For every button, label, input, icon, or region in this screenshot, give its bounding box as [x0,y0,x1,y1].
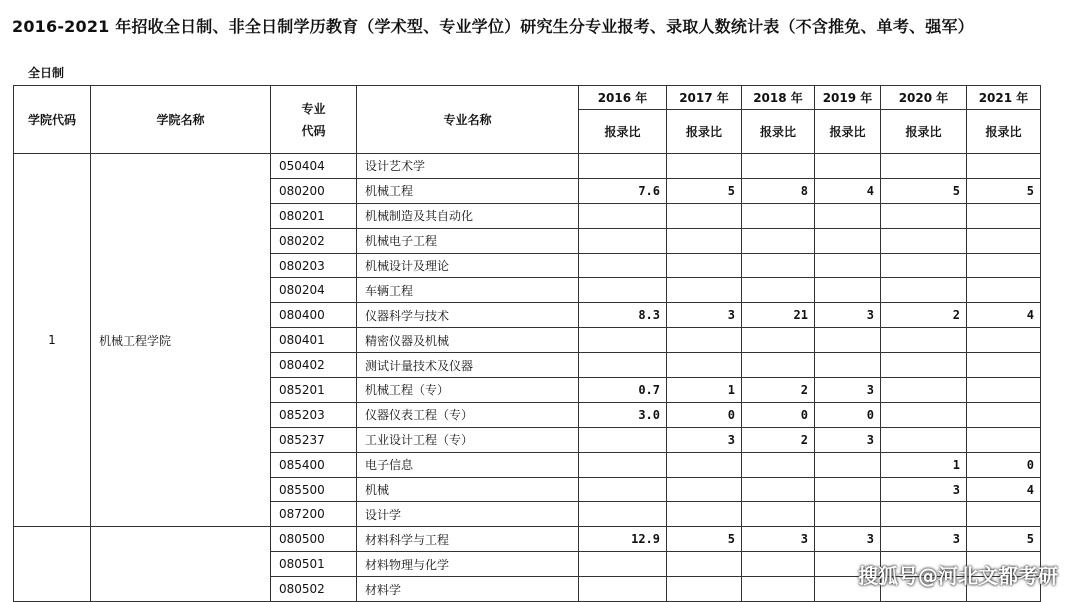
ratio-cell [667,203,742,228]
header-year: 2018 年 [742,86,815,110]
major-code-cell: 080200 [271,178,357,203]
header-ratio: 报录比 [881,110,967,154]
ratio-cell: 3 [667,303,742,328]
major-name-cell: 材料科学与工程 [357,527,579,552]
ratio-cell: 0 [667,402,742,427]
ratio-cell: 4 [815,178,881,203]
major-code-cell: 080204 [271,278,357,303]
ratio-cell [742,552,815,577]
ratio-cell [881,328,967,353]
ratio-cell: 1 [881,452,967,477]
header-major-code-line1: 专业 [301,101,326,116]
statistics-table [13,85,1041,602]
ratio-cell [881,203,967,228]
ratio-cell [967,402,1041,427]
ratio-cell: 21 [742,303,815,328]
table-title: 2016-2021 年招收全日制、非全日制学历教育（学术型、专业学位）研究生分专业报考、录取人数统计表（不含推免、单考、强军） [12,17,974,36]
ratio-cell [815,203,881,228]
major-code-cell: 080401 [271,328,357,353]
ratio-cell: 4 [967,477,1041,502]
ratio-cell [667,577,742,602]
college-code-cell [14,527,91,602]
table-row [14,527,1041,552]
ratio-cell [579,552,667,577]
ratio-cell [579,328,667,353]
table-row [14,154,1041,179]
major-code-cell: 085400 [271,452,357,477]
major-name-cell: 精密仪器及机械 [357,328,579,353]
major-code-cell: 080402 [271,353,357,378]
ratio-cell [881,402,967,427]
ratio-cell [579,278,667,303]
header-ratio: 报录比 [815,110,881,154]
ratio-cell [742,228,815,253]
college-name-cell [91,527,271,602]
ratio-cell: 2 [742,427,815,452]
ratio-cell: 5 [667,178,742,203]
ratio-cell [667,278,742,303]
ratio-cell [742,577,815,602]
ratio-cell [967,203,1041,228]
ratio-cell [667,253,742,278]
major-code-cell: 080501 [271,552,357,577]
ratio-cell [579,502,667,527]
ratio-cell [579,477,667,502]
major-name-cell: 机械 [357,477,579,502]
ratio-cell [815,452,881,477]
ratio-cell [579,452,667,477]
ratio-cell [742,253,815,278]
ratio-cell [967,328,1041,353]
ratio-cell [881,353,967,378]
ratio-cell: 7.6 [579,178,667,203]
major-name-cell: 机械电子工程 [357,228,579,253]
ratio-cell [881,378,967,403]
ratio-cell: 5 [967,527,1041,552]
ratio-cell [579,154,667,179]
ratio-cell: 3 [881,527,967,552]
ratio-cell: 5 [667,527,742,552]
ratio-cell [967,353,1041,378]
ratio-cell [742,353,815,378]
major-code-cell: 080202 [271,228,357,253]
ratio-cell: 3 [815,378,881,403]
ratio-cell [667,452,742,477]
major-code-cell: 085237 [271,427,357,452]
ratio-cell: 5 [967,178,1041,203]
section-label: 全日制 [28,66,65,80]
major-name-cell: 电子信息 [357,452,579,477]
ratio-cell: 3 [667,427,742,452]
ratio-cell [579,353,667,378]
ratio-cell: 0.7 [579,378,667,403]
ratio-cell: 4 [967,303,1041,328]
ratio-cell: 3 [815,527,881,552]
ratio-cell [742,502,815,527]
header-year: 2016 年 [579,86,667,110]
major-code-cell: 080400 [271,303,357,328]
major-name-cell: 机械工程（专） [357,378,579,403]
ratio-cell [881,502,967,527]
ratio-cell [742,452,815,477]
ratio-cell [667,477,742,502]
ratio-cell: 0 [815,402,881,427]
ratio-cell [742,154,815,179]
major-name-cell: 车辆工程 [357,278,579,303]
header-major-code-line2: 代码 [301,123,326,138]
ratio-cell [967,278,1041,303]
ratio-cell [967,253,1041,278]
header-major-name: 专业名称 [357,86,579,154]
major-code-cell: 085500 [271,477,357,502]
ratio-cell [579,427,667,452]
ratio-cell [881,253,967,278]
ratio-cell [815,154,881,179]
header-college-name: 学院名称 [91,86,271,154]
major-code-cell: 087200 [271,502,357,527]
ratio-cell [967,502,1041,527]
ratio-cell [667,353,742,378]
ratio-cell: 3 [742,527,815,552]
ratio-cell [815,477,881,502]
ratio-cell: 2 [881,303,967,328]
ratio-cell: 5 [881,178,967,203]
ratio-cell [579,228,667,253]
major-code-cell: 080500 [271,527,357,552]
major-code-cell: 085203 [271,402,357,427]
ratio-cell [667,228,742,253]
header-major-code [271,86,357,154]
ratio-cell: 3.0 [579,402,667,427]
ratio-cell [815,278,881,303]
ratio-cell [815,228,881,253]
watermark: 搜狐号@河北文都考研 [858,564,1058,588]
header-ratio: 报录比 [579,110,667,154]
ratio-cell: 1 [667,378,742,403]
ratio-cell [967,378,1041,403]
major-code-cell: 080203 [271,253,357,278]
header-year: 2017 年 [667,86,742,110]
ratio-cell: 8 [742,178,815,203]
major-name-cell: 工业设计工程（专） [357,427,579,452]
ratio-cell [967,154,1041,179]
ratio-cell [815,502,881,527]
ratio-cell: 0 [742,402,815,427]
ratio-cell [881,427,967,452]
ratio-cell [742,278,815,303]
major-name-cell: 机械设计及理论 [357,253,579,278]
major-code-cell: 085201 [271,378,357,403]
header-ratio: 报录比 [742,110,815,154]
ratio-cell [815,353,881,378]
ratio-cell [742,203,815,228]
major-code-cell: 080502 [271,577,357,602]
ratio-cell [667,502,742,527]
major-name-cell: 设计学 [357,502,579,527]
table-body [14,154,1041,602]
major-code-cell: 080201 [271,203,357,228]
header-year: 2021 年 [967,86,1041,110]
ratio-cell: 3 [881,477,967,502]
major-name-cell: 仪器仪表工程（专） [357,402,579,427]
ratio-cell: 8.3 [579,303,667,328]
major-name-cell: 设计艺术学 [357,154,579,179]
ratio-cell [667,154,742,179]
college-name-cell: 机械工程学院 [91,154,271,527]
ratio-cell: 0 [967,452,1041,477]
college-code-cell: 1 [14,154,91,527]
header-ratio: 报录比 [967,110,1041,154]
header-college-code: 学院代码 [14,86,91,154]
ratio-cell [967,427,1041,452]
ratio-cell [967,228,1041,253]
major-name-cell: 机械制造及其自动化 [357,203,579,228]
ratio-cell [881,154,967,179]
ratio-cell [579,253,667,278]
header-ratio: 报录比 [667,110,742,154]
major-name-cell: 仪器科学与技术 [357,303,579,328]
ratio-cell: 3 [815,427,881,452]
ratio-cell [742,477,815,502]
major-name-cell: 机械工程 [357,178,579,203]
ratio-cell [667,328,742,353]
ratio-cell: 3 [815,303,881,328]
header-row-1 [14,86,1041,110]
ratio-cell: 12.9 [579,527,667,552]
ratio-cell [742,328,815,353]
ratio-cell [881,278,967,303]
header-year: 2019 年 [815,86,881,110]
major-name-cell: 材料学 [357,577,579,602]
ratio-cell [579,203,667,228]
major-name-cell: 材料物理与化学 [357,552,579,577]
ratio-cell [881,228,967,253]
ratio-cell [815,253,881,278]
ratio-cell [579,577,667,602]
major-code-cell: 050404 [271,154,357,179]
header-year: 2020 年 [881,86,967,110]
ratio-cell: 2 [742,378,815,403]
major-name-cell: 测试计量技术及仪器 [357,353,579,378]
ratio-cell [815,328,881,353]
ratio-cell [667,552,742,577]
